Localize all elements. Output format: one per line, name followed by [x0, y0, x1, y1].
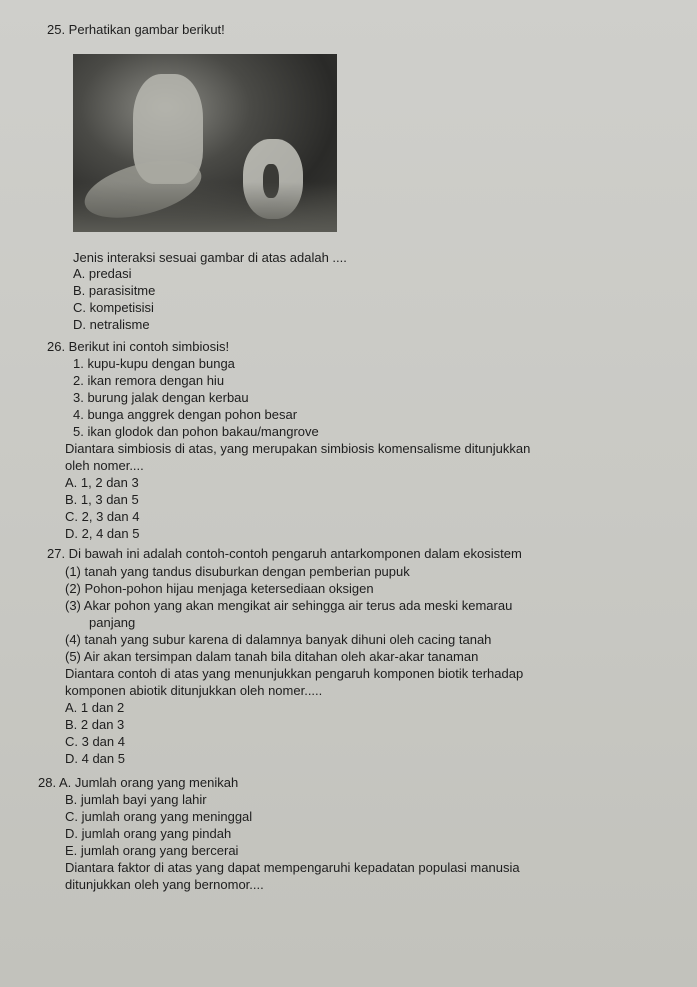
q28-question-line1: Diantara faktor di atas yang dapat mempengaruhi kepadatan populasi manusia [65, 860, 520, 875]
q27-item-2: (2) Pohon-pohon hijau menjaga ketersediaan oksigen [65, 581, 374, 596]
q26-item-3: 3. burung jalak dengan kerbau [73, 390, 249, 405]
q26-item-4: 4. bunga anggrek dengan pohon besar [73, 407, 298, 422]
q27-option-b: B. 2 dan 3 [65, 717, 125, 732]
lion-photo [73, 54, 337, 232]
q27-option-c: C. 3 dan 4 [65, 734, 125, 749]
q26-item-5: 5. ikan glodok dan pohon bakau/mangrove [73, 424, 319, 439]
q27-title: 27. Di bawah ini adalah contoh-contoh pengaruh antarkomponen dalam ekosistem [47, 546, 522, 561]
q28-option-a: 28. A. Jumlah orang yang menikah [38, 775, 239, 790]
q26-option-d: D. 2, 4 dan 5 [65, 526, 140, 541]
q26-option-a: A. 1, 2 dan 3 [65, 475, 139, 490]
q25-option-c: C. kompetisisi [73, 300, 154, 315]
q26-question-line2: oleh nomer.... [65, 458, 144, 473]
q28-option-b: B. jumlah bayi yang lahir [65, 792, 207, 807]
q25-question: Jenis interaksi sesuai gambar di atas adalah .... [73, 250, 347, 265]
q28-option-c: C. jumlah orang yang meninggal [65, 809, 253, 824]
q27-option-a: A. 1 dan 2 [65, 700, 125, 715]
q27-question-line2: komponen abiotik ditunjukkan oleh nomer..... [65, 683, 323, 698]
q27-item-1: (1) tanah yang tandus disuburkan dengan pemberian pupuk [65, 564, 410, 579]
q25-option-a: A. predasi [73, 266, 132, 281]
q25-option-d: D. netralisme [73, 317, 150, 332]
q26-option-c: C. 2, 3 dan 4 [65, 509, 140, 524]
q25-option-b: B. parasisitme [73, 283, 156, 298]
q27-option-d: D. 4 dan 5 [65, 751, 125, 766]
q26-question-line1: Diantara simbiosis di atas, yang merupakan simbiosis komensalisme ditunjukkan [65, 441, 531, 456]
q28-option-d: D. jumlah orang yang pindah [65, 826, 232, 841]
q27-item-4: (4) tanah yang subur karena di dalamnya banyak dihuni oleh cacing tanah [65, 632, 492, 647]
q28-question-line2: ditunjukkan oleh yang bernomor.... [65, 877, 264, 892]
q26-item-2: 2. ikan remora dengan hiu [73, 373, 225, 388]
q27-item-5: (5) Air akan tersimpan dalam tanah bila ditahan oleh akar-akar tanaman [65, 649, 479, 664]
q26-item-1: 1. kupu-kupu dengan bunga [73, 356, 235, 371]
q26-title: 26. Berikut ini contoh simbiosis! [47, 339, 230, 354]
q25-title: 25. Perhatikan gambar berikut! [47, 22, 225, 37]
q28-option-e: E. jumlah orang yang bercerai [65, 843, 239, 858]
q27-item-3-cont: panjang [89, 615, 136, 630]
q27-question-line1: Diantara contoh di atas yang menunjukkan pengaruh komponen biotik terhadap [65, 666, 524, 681]
q26-option-b: B. 1, 3 dan 5 [65, 492, 139, 507]
q27-item-3: (3) Akar pohon yang akan mengikat air sehingga air terus ada meski kemarau [65, 598, 513, 613]
